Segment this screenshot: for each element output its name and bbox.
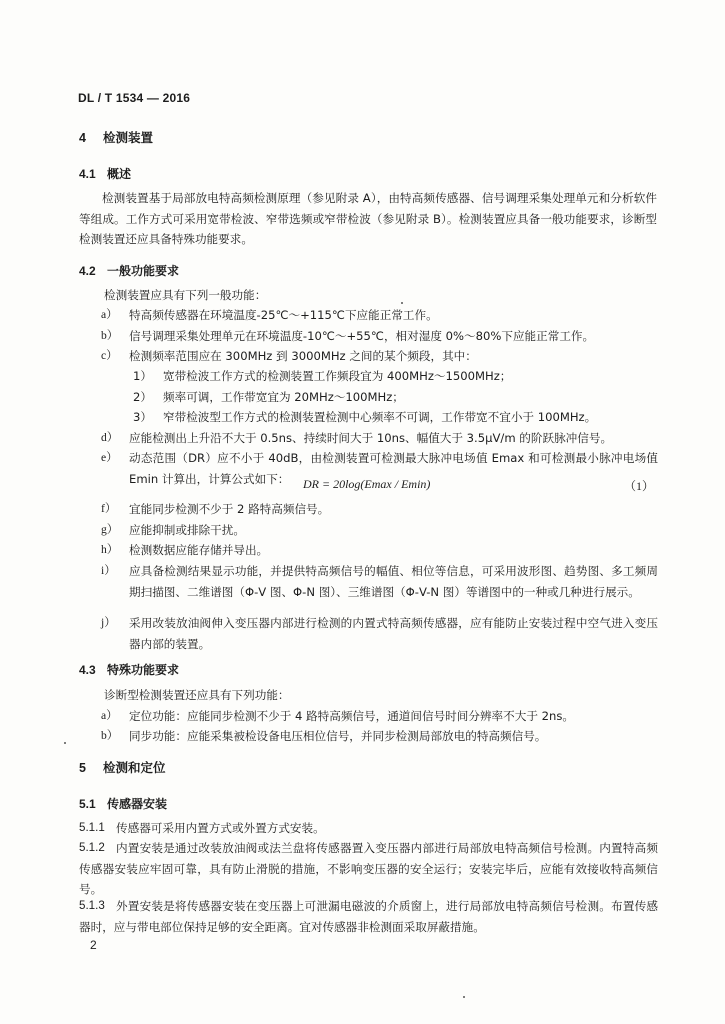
heading-section-4-2 xyxy=(79,262,179,279)
list-item-b xyxy=(79,326,658,347)
sub-item-1 xyxy=(133,366,658,387)
list-text: 应具备检测结果显示功能，并提供特高频信号的幅值、相位等信息，可采用波形图、趋势图、多工频周期扫描图、二维谱图（Φ-V 图、Φ-N 图）、三维谱图（Φ-V-N 图）等谱图中的一种或几种进行展示。 xyxy=(129,564,658,599)
formula-number: （1） xyxy=(624,479,655,493)
clause-number: 5.1.3 xyxy=(79,899,105,912)
list-marker: c） xyxy=(101,349,118,362)
section-number: 4.2 xyxy=(79,264,96,278)
sub-text: 宽带检波工作方式的检测装置工作频段宜为 400MHz～1500MHz； xyxy=(163,369,512,383)
sub-item-3 xyxy=(133,407,658,428)
dynamic-range-formula: DR = 20log(Emax / Emin) xyxy=(303,477,431,491)
scan-speck xyxy=(64,742,66,744)
clause-5-1-2 xyxy=(79,838,658,900)
list-item-f xyxy=(79,499,658,520)
clause-text: 传感器可采用内置方式或外置方式安装。 xyxy=(116,821,325,835)
list-text: 宜能同步检测不少于 2 路特高频信号。 xyxy=(129,502,330,516)
sub-marker: 3） xyxy=(133,410,152,424)
heading-section-5-1 xyxy=(79,795,167,812)
list-marker: d） xyxy=(101,431,119,444)
sub-marker: 2） xyxy=(133,390,152,404)
paragraph-intro: 检测装置应具有下列一般功能： xyxy=(104,288,267,302)
heading-section-4-3 xyxy=(79,661,179,678)
list-text: 应能抑制或排除干扰。 xyxy=(129,523,245,537)
list-marker: j） xyxy=(101,616,116,629)
section-title: 特殊功能要求 xyxy=(107,663,180,677)
list-marker: e） xyxy=(101,451,118,464)
list-item-g xyxy=(79,520,658,541)
sub-marker: 1） xyxy=(133,369,152,383)
list-marker: b） xyxy=(101,329,119,342)
paragraph-intro: 诊断型检测装置还应具有下列功能： xyxy=(104,688,290,702)
section-number: 4 xyxy=(79,131,86,145)
sub-item-2 xyxy=(133,387,658,408)
list-text: 定位功能：应能同步检测不少于 4 路特高频信号，通道间信号时间分辨率不大于 2ns。 xyxy=(129,709,574,723)
section-number: 4.3 xyxy=(79,663,96,677)
list-text: 应能检测出上升沿不大于 0.5ns、持续时间大于 10ns、幅值大于 3.5μV/m 的阶跃脉冲信号。 xyxy=(129,431,613,445)
section-title: 检测装置 xyxy=(103,130,154,145)
section-title: 一般功能要求 xyxy=(107,264,180,278)
list-marker: a） xyxy=(101,308,118,321)
list-marker: b） xyxy=(101,729,119,742)
sub-text: 频率可调，工作带宽宜为 20MHz～100MHz； xyxy=(163,390,404,404)
clause-text: 外置安装是将传感器安装在变压器上可泄漏电磁波的介质窗上，进行局部放电特高频信号检测。布置传感器时，应与带电部位保持足够的安全距离。宜对传感器非检测面采取屏蔽措施。 xyxy=(79,899,658,934)
clause-5-1-3 xyxy=(79,896,658,937)
heading-section-5 xyxy=(79,758,166,776)
list-item-c xyxy=(79,346,658,367)
heading-section-4 xyxy=(79,128,153,146)
scan-speck xyxy=(401,302,403,304)
list-marker: a） xyxy=(101,709,118,722)
list-text: 检测频率范围应在 300MHz 到 3000MHz 之间的某个频段，其中： xyxy=(129,349,477,363)
list-item-b xyxy=(79,726,658,747)
list-item-a xyxy=(79,706,658,727)
section-number: 5 xyxy=(79,761,86,775)
list-text: 信号调理采集处理单元在环境温度-10℃～+55℃，相对湿度 0%～80%下应能正常工作。 xyxy=(129,329,595,343)
list-item-d xyxy=(79,428,658,449)
section-number: 5.1 xyxy=(79,797,96,811)
paragraph-overview: 检测装置基于局部放电特高频检测原理（参见附录 A），由特高频传感器、信号调理采集处理单元和分析软件等组成。工作方式可采用宽带检波、窄带选频或窄带检波（参见附录 B）。检测装置应具备一般功能要求，诊断型检测装置还应具备特殊功能要求。 xyxy=(79,191,657,246)
clause-number: 5.1.1 xyxy=(79,821,105,834)
standard-code-header: DL / T 1534 — 2016 xyxy=(78,91,191,105)
clause-5-1-1 xyxy=(79,818,658,839)
section-title: 检测和定位 xyxy=(103,760,166,775)
clause-number: 5.1.2 xyxy=(79,841,105,854)
list-text: 检测数据应能存储并导出。 xyxy=(129,543,269,557)
list-text: 动态范围（DR）应不小于 40dB，由检测装置可检测最大脉冲电场值 Emax 和可检测最小脉冲电场值 Emin 计算出，计算公式如下： xyxy=(129,451,658,486)
list-marker: f） xyxy=(101,502,117,515)
list-text: 采用改装放油阀伸入变压器内部进行检测的内置式特高频传感器，应有能防止安装过程中空气进入变压器内部的装置。 xyxy=(129,616,658,651)
heading-section-4-1 xyxy=(79,165,131,182)
list-item-i xyxy=(79,561,658,602)
scan-speck xyxy=(463,996,465,998)
list-text: 特高频传感器在环境温度-25℃～+115℃下应能正常工作。 xyxy=(129,308,438,322)
list-item-h xyxy=(79,540,658,561)
list-marker: g） xyxy=(101,523,119,536)
list-marker: i） xyxy=(101,564,116,577)
list-marker: h） xyxy=(101,543,119,556)
section-title: 概述 xyxy=(107,167,132,181)
list-text: 同步功能：应能采集被检设备电压相位信号，并同步检测局部放电的特高频信号。 xyxy=(129,729,547,743)
page-number: 2 xyxy=(90,938,97,952)
list-item-a xyxy=(79,305,658,326)
list-item-j xyxy=(79,613,658,654)
section-title: 传感器安装 xyxy=(107,797,168,811)
sub-text: 窄带检波型工作方式的检测装置检测中心频率不可调，工作带宽不宜小于 100MHz。 xyxy=(163,410,597,424)
clause-text: 内置安装是通过改装放油阀或法兰盘将传感器置入变压器内部进行局部放电特高频信号检测。内置特高频传感器安装应牢固可靠，具有防止滑脱的措施，不影响变压器的安全运行；安装完毕后，应能有效接收特高频信号。 xyxy=(79,841,658,896)
section-number: 4.1 xyxy=(79,167,96,181)
